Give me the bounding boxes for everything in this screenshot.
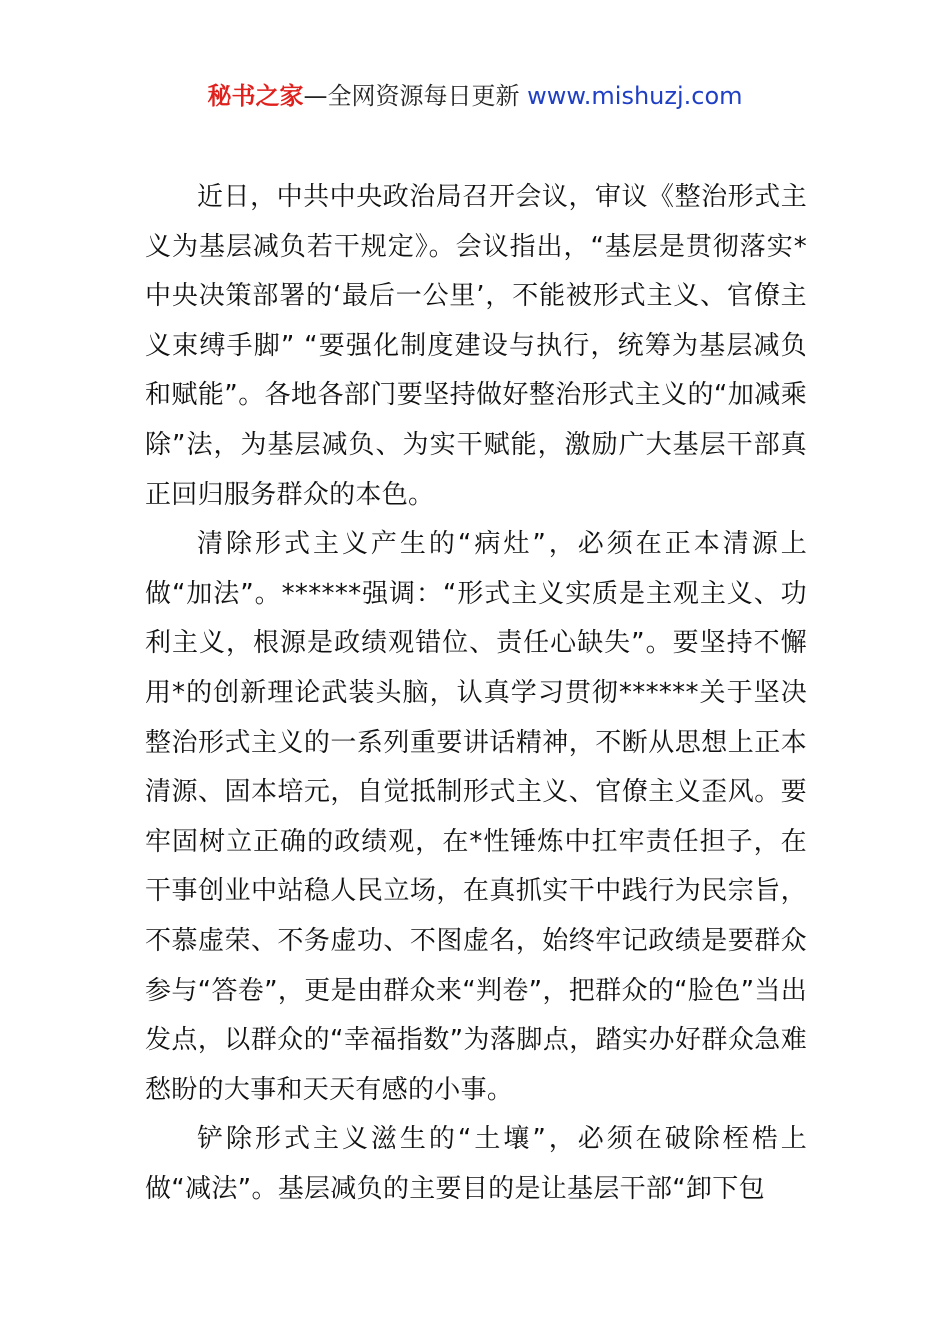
page-header: [0, 80, 950, 112]
paragraph-2: 清除形式主义产生的“病灶”，必须在正本清源上做“加法”。******强调：“形式主义实质是主观主义、功利主义，根源是政绩观错位、责任心缺失”。要坚持不懈用*的创新理论武装头脑，认真学习贯彻******关于坚决整治形式主义的一系列重要讲话精神，不断从思想上正本清源、固本培元，自觉抵制形式主义、官僚主义歪风。要牢固树立正确的政绩观，在*性锤炼中扛牢责任担子，在干事创业中站稳人民立场，在真抓实干中践行为民宗旨，不慕虚荣、不务虚功、不图虚名，始终牢记政绩是要群众参与“答卷”，更是由群众来“判卷”，把群众的“脸色”当出发点，以群众的“幸福指数”为落脚点，踏实办好群众急难愁盼的大事和天天有感的小事。: [145, 529, 807, 1105]
website-link[interactable]: www.mishuzj.com: [519, 82, 743, 110]
brand-name: 秘书之家: [207, 82, 304, 110]
document-body: [145, 173, 807, 1214]
paragraph-3: 铲除形式主义滋生的“土壤”，必须在破除桎梏上做“减法”。基层减负的主要目的是让基层干部“卸下包: [145, 1124, 807, 1204]
paragraph-1: 近日，中共中央政治局召开会议，审议《整治形式主义为基层减负若干规定》。会议指出，“基层是贯彻落实*中央决策部署的‘最后一公里’，不能被形式主义、官僚主义束缚手脚” “要强化制度建设与执行，统筹为基层减负和赋能”。各地各部门要坚持做好整治形式主义的“加减乘除”法，为基层减负、为实干赋能，激励广大基层干部真正回归服务群众的本色。: [145, 182, 807, 510]
header-tagline: —全网资源每日更新: [303, 82, 520, 110]
